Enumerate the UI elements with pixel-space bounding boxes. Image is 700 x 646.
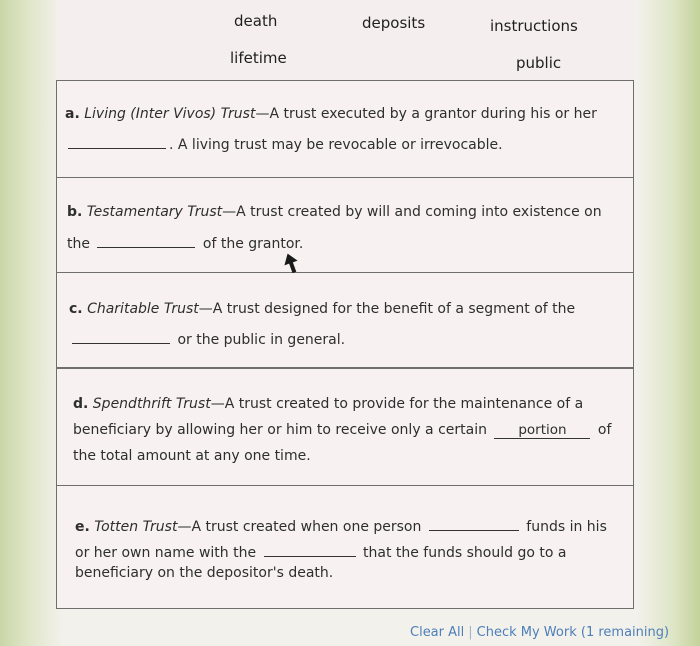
word-bank [56, 0, 634, 80]
item-a-blank[interactable] [68, 132, 166, 149]
footer-actions [410, 625, 669, 640]
item-b-text2: the [67, 236, 90, 252]
item-e-text2: funds in his [526, 519, 607, 535]
item-b-text3: of the grantor. [202, 236, 304, 252]
item-e-text1: A trust created when one person [191, 519, 422, 535]
footer-separator: | [468, 625, 473, 640]
item-d-text4: the total amount at any one time. [73, 448, 311, 464]
item-b-term: Testamentary Trust [86, 204, 223, 220]
item-b-panel [56, 177, 634, 273]
item-a-term: Living (Inter Vivos) Trust [84, 106, 256, 122]
item-a-dash: — [255, 106, 270, 122]
item-e-letter: e. [75, 519, 90, 535]
word-bank-public[interactable]: public [516, 54, 562, 72]
item-a-letter: a. [65, 106, 80, 122]
item-d-term: Spendthrift Trust [92, 396, 211, 412]
item-e-blank2[interactable] [264, 540, 356, 557]
item-b-letter: b. [67, 204, 83, 220]
item-b-text1: A trust created by will and coming into existence on [236, 204, 602, 220]
item-d-blank[interactable]: portion [494, 422, 590, 439]
clear-all-link[interactable]: Clear All [410, 625, 465, 640]
item-d-text2: beneficiary by allowing her or him to receive only a certain [73, 422, 487, 438]
item-c-panel [56, 272, 634, 368]
item-a-panel [56, 80, 634, 178]
word-bank-death[interactable]: death [234, 12, 278, 30]
word-bank-instructions[interactable]: instructions [490, 17, 578, 35]
item-e-text5: beneficiary on the depositor's death. [75, 565, 334, 581]
word-bank-lifetime[interactable]: lifetime [230, 49, 287, 67]
mouse-cursor-icon [283, 252, 299, 274]
item-c-text1: A trust designed for the benefit of a segment of the [212, 301, 576, 317]
item-b-dash: — [222, 204, 237, 220]
item-d-text3: of [597, 422, 612, 438]
item-e-term: Totten Trust [94, 519, 178, 535]
item-c-dash: — [198, 301, 213, 317]
item-e-text3: or her own name with the [75, 545, 257, 561]
item-e-panel [56, 485, 634, 609]
remaining-count: (1 remaining) [580, 625, 670, 640]
word-bank-deposits[interactable]: deposits [362, 14, 426, 32]
item-d-text1: A trust created to provide for the maintenance of a [224, 396, 584, 412]
item-a-text1: A trust executed by a grantor during his or her [269, 106, 597, 122]
item-c-blank[interactable] [72, 327, 170, 344]
item-e-blank1[interactable] [429, 514, 519, 531]
item-e-text4: that the funds should go to a [363, 545, 567, 561]
item-a-text2: . A living trust may be revocable or irrevocable. [169, 137, 503, 153]
item-d-panel [56, 368, 634, 486]
item-b-blank[interactable] [97, 231, 195, 248]
item-c-term: Charitable Trust [87, 301, 199, 317]
item-d-letter: d. [73, 396, 89, 412]
item-d-dash: — [210, 396, 225, 412]
item-c-letter: c. [69, 301, 83, 317]
check-my-work-link[interactable]: Check My Work [476, 625, 577, 640]
item-e-dash: — [177, 519, 192, 535]
item-c-text2: or the public in general. [177, 332, 346, 348]
